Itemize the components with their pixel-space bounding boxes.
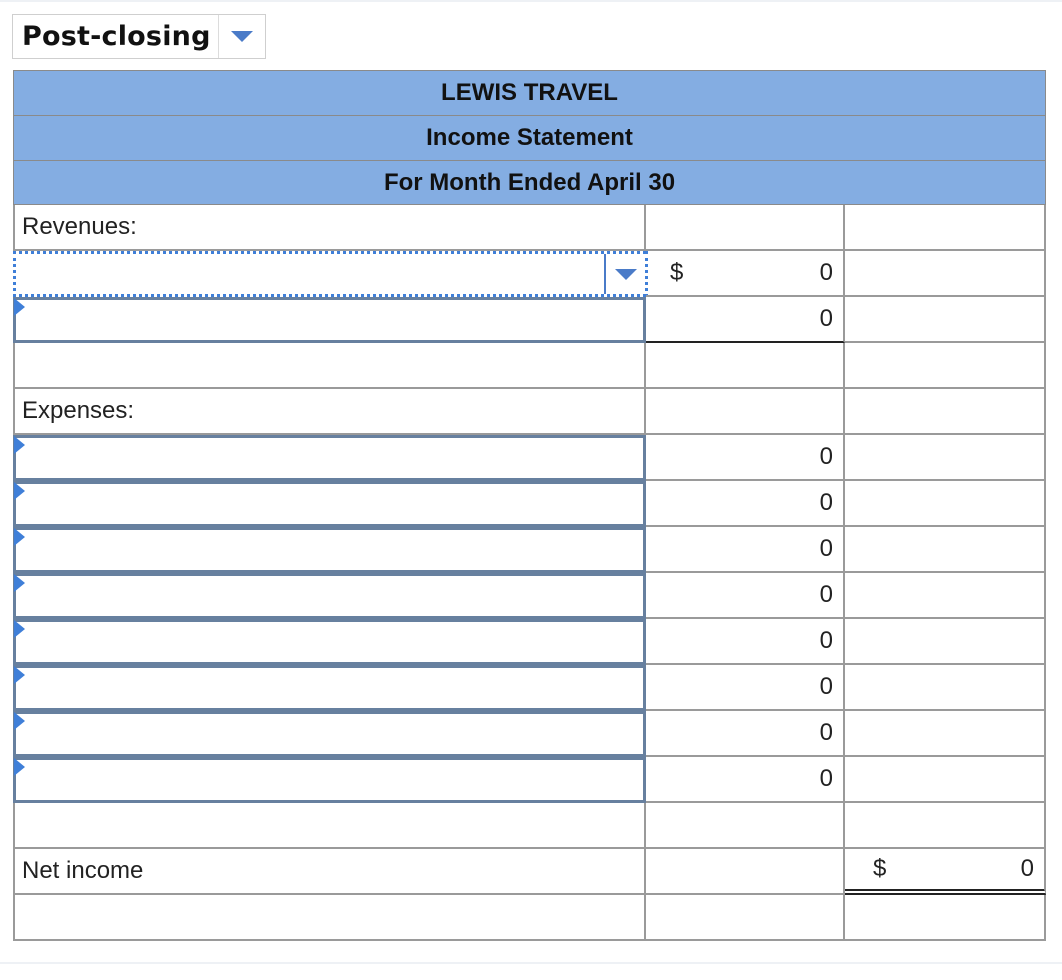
blank-amount-cell[interactable] (646, 803, 845, 849)
expense-total-cell[interactable] (845, 665, 1046, 711)
revenue-total-cell[interactable] (845, 297, 1046, 343)
expense-amount: 0 (819, 673, 833, 700)
expense-amount-cell[interactable] (646, 757, 845, 803)
expense-row (13, 665, 1046, 711)
expense-account-input[interactable] (13, 757, 646, 803)
revenues-label: Revenues: (22, 213, 137, 240)
chevron-down-icon (231, 31, 253, 42)
revenue-amount: 0 (819, 305, 833, 332)
top-divider (0, 0, 1062, 2)
net-income-row (13, 849, 1046, 895)
expense-total-cell[interactable] (845, 481, 1046, 527)
expenses-heading-amount-cell[interactable] (646, 389, 845, 435)
expense-amount: 0 (819, 765, 833, 792)
net-income-label: Net income (22, 857, 144, 884)
expense-amount: 0 (819, 719, 833, 746)
expense-account-input[interactable] (13, 481, 646, 527)
blank-total-cell[interactable] (845, 803, 1046, 849)
chevron-down-icon (615, 269, 637, 280)
row-marker-icon (14, 298, 25, 316)
expense-row (13, 481, 1046, 527)
expense-amount: 0 (819, 535, 833, 562)
revenue-row (13, 251, 1046, 297)
expense-account-input[interactable] (13, 711, 646, 757)
row-marker-icon (14, 758, 25, 776)
row-marker-icon (14, 666, 25, 684)
expense-total-cell[interactable] (845, 573, 1046, 619)
blank-amount-cell[interactable] (646, 895, 845, 941)
expense-amount: 0 (819, 627, 833, 654)
expense-account-input[interactable] (13, 619, 646, 665)
expense-amount-cell[interactable] (646, 481, 845, 527)
expense-total-cell[interactable] (845, 435, 1046, 481)
row-marker-icon (14, 574, 25, 592)
expense-amount-cell[interactable] (646, 619, 845, 665)
row-marker-icon (14, 528, 25, 546)
blank-label-cell[interactable] (13, 343, 646, 389)
expense-row (13, 619, 1046, 665)
statement-type-dropdown-button[interactable] (219, 15, 265, 58)
expense-amount-cell[interactable] (646, 665, 845, 711)
expense-amount-cell[interactable] (646, 527, 845, 573)
revenues-heading-amount-cell[interactable] (646, 205, 845, 251)
expense-row (13, 527, 1046, 573)
expense-amount-cell[interactable] (646, 435, 845, 481)
blank-row (13, 895, 1046, 941)
expense-row (13, 573, 1046, 619)
blank-label-cell[interactable] (13, 895, 646, 941)
expense-total-cell[interactable] (845, 527, 1046, 573)
expense-account-input[interactable] (13, 665, 646, 711)
expense-row (13, 757, 1046, 803)
expense-amount: 0 (819, 581, 833, 608)
expense-total-cell[interactable] (845, 757, 1046, 803)
revenue-account-input[interactable] (13, 297, 646, 343)
bottom-divider (0, 962, 1062, 964)
statement-title: Income Statement (13, 115, 1046, 160)
revenues-heading-total-cell[interactable] (845, 205, 1046, 251)
blank-amount-cell[interactable] (646, 343, 845, 389)
net-income-amount: 0 (1020, 855, 1034, 882)
currency-symbol: $ (670, 259, 684, 286)
expense-row (13, 435, 1046, 481)
expense-total-cell[interactable] (845, 711, 1046, 757)
blank-label-cell[interactable] (13, 803, 646, 849)
expense-amount: 0 (819, 443, 833, 470)
row-marker-icon (14, 482, 25, 500)
statement-period: For Month Ended April 30 (13, 160, 1046, 205)
expense-account-input[interactable] (13, 573, 646, 619)
blank-total-cell[interactable] (845, 895, 1046, 941)
blank-total-cell[interactable] (845, 343, 1046, 389)
revenues-heading-row (13, 205, 1046, 251)
row-marker-icon (14, 436, 25, 454)
blank-row (13, 803, 1046, 849)
revenue-amount-cell[interactable] (646, 251, 845, 297)
statement-type-select[interactable] (12, 14, 266, 59)
expense-amount-cell[interactable] (646, 573, 845, 619)
income-statement-table (13, 70, 1046, 941)
statement-type-value: Post-closing (13, 15, 219, 58)
expense-row (13, 711, 1046, 757)
net-income-amount-cell[interactable] (646, 849, 845, 895)
expense-account-input[interactable] (13, 527, 646, 573)
currency-symbol: $ (873, 855, 887, 882)
row-marker-icon (14, 712, 25, 730)
expenses-heading-total-cell[interactable] (845, 389, 1046, 435)
revenue-amount: 0 (819, 259, 833, 286)
net-income-total-cell[interactable] (845, 849, 1046, 895)
expense-total-cell[interactable] (845, 619, 1046, 665)
company-name: LEWIS TRAVEL (13, 70, 1046, 115)
revenue-row (13, 297, 1046, 343)
revenue-account-dropdown-button[interactable] (604, 254, 646, 294)
expense-amount: 0 (819, 489, 833, 516)
revenue-account-select[interactable] (13, 251, 646, 297)
expense-amount-cell[interactable] (646, 711, 845, 757)
row-marker-icon (14, 620, 25, 638)
blank-row (13, 343, 1046, 389)
revenue-amount-cell[interactable] (646, 297, 845, 343)
expenses-label: Expenses: (22, 397, 135, 424)
expense-account-input[interactable] (13, 435, 646, 481)
expenses-heading-row (13, 389, 1046, 435)
revenue-total-cell[interactable] (845, 251, 1046, 297)
